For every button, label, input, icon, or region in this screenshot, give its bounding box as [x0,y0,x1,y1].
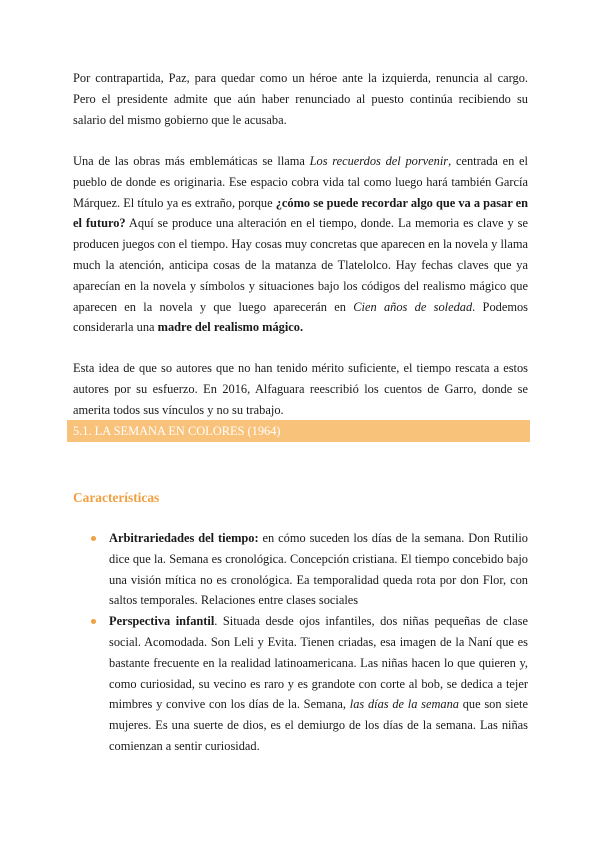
paragraph-alfaguara [73,358,528,420]
item-lead: Arbitrariedades del tiempo: [109,531,259,545]
section-title: 5.1. LA SEMANA EN COLORES (1964) [73,424,281,438]
list-item [0,611,600,757]
bullet-icon [91,619,96,624]
paragraph-paz [73,68,528,130]
characteristics-list [0,528,600,757]
list-item [0,528,600,611]
paragraph-text: Una de las obras más emblemáticas se llama [73,154,310,168]
paragraph-text: , centrada en el pueblo de donde es originaria. Ese espacio cobra vida tal como luego hará también García Márquez. El título ya es extraño, porque [73,154,528,210]
item-body: . Situada desde ojos infantiles, dos niñas pequeñas de clase social. Acomodada. Son Leli y Evita. Tienen criadas, esa imagen de la Naní que es bastante frecuente en la realidad latinoamericana. Las niñas hacen lo que quieren y, como curiosidad, su vecino es raro y es grandote con corte al bob, se dedica a tejer mimbres y convive con los días de la. Semana, [109,614,528,712]
book-title: Los recuerdos del porvenir [309,154,449,168]
bold-phrase: madre del realismo mágico. [157,320,304,335]
paragraph-text: Aquí se produce una alteración en el tiempo, donde. La memoria es clave y se producen juegos con el tiempo. Hay cosas muy concretas que aparecen en la novela y llama much la atención, anticipa cosas de la matanza de Tlatelolco. Hay fechas claves que ya aparecían en la novela y símbolos y situaciones bajo los códigos del realismo mágico que aparecen en la novela y que luego aparecerán en [73,216,528,314]
item-italic: las días de la semana [349,697,459,712]
paragraph-recuerdos [73,151,528,338]
section-heading-bar [67,420,530,442]
bullet-icon [91,536,96,541]
item-lead: Perspectiva infantil [109,614,215,629]
paragraph-text: Por contrapartida, Paz, para quedar como un héroe ante la izquierda, renuncia al cargo. Pero el presidente admite que aún haber renunciado al puesto continúa recibiendo su salario del mismo gobierno que le acusaba. [73,71,528,127]
list-item-text [109,528,528,611]
item-body: en cómo suceden los días de la semana. Don Rutilio dice que la. Semana es cronológica. Concepción cristiana. El tiempo concebido bajo una visión mítica no es cronológica. Ea temporalidad queda rota por don Flor, con saltos temporales. Relaciones entre clases sociales [109,531,528,608]
item-body: que son siete mujeres. Es una suerte de dios, es el demiurgo de los días de la semana. Las niñas comienzan a sentir curiosidad. [109,697,528,753]
bold-question: ¿cómo se puede recordar algo que va a pasar en el futuro? [73,195,528,231]
subheading-caracteristicas: Características [73,490,160,505]
book-title: Cien años de soledad [353,299,473,314]
paragraph-text: Esta idea de que so autores que no han tenido mérito suficiente, el tiempo rescata a estos autores por su esfuerzo. En 2016, Alfaguara reescribió los cuentos de Garro, donde se amerita todos sus vínculos y no su trabajo. [73,361,528,417]
paragraph-text: . Podemos considerarla una [73,299,528,335]
list-item-text [109,611,528,757]
